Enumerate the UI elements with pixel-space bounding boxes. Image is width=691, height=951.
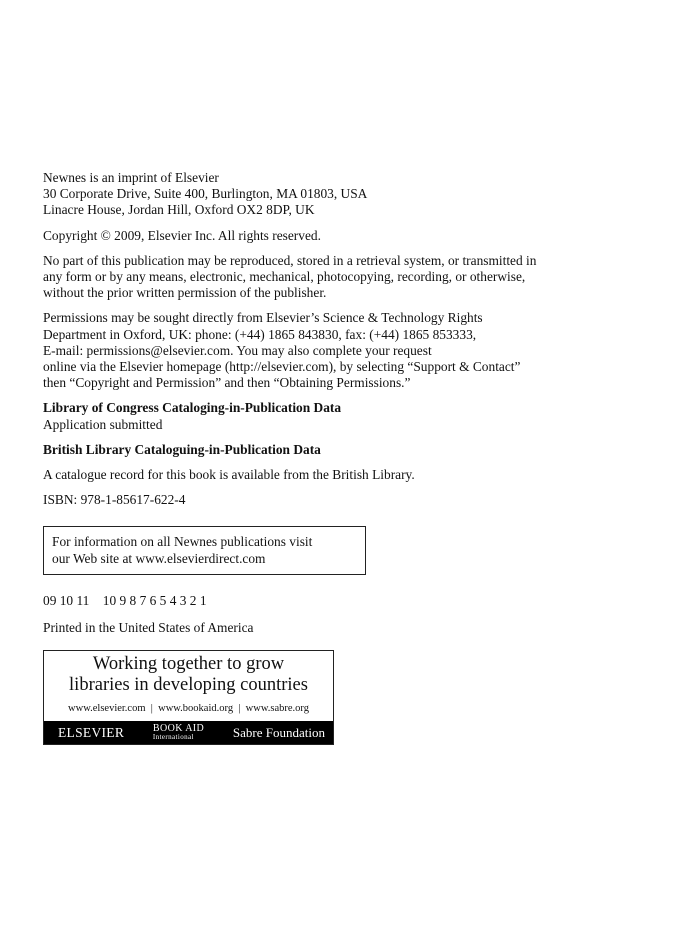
banner-top	[44, 651, 333, 721]
banner-headline-2: libraries in developing countries	[69, 675, 308, 696]
printed-in-line: Printed in the United States of America	[43, 620, 254, 636]
imprint-line-2: 30 Corporate Drive, Suite 400, Burlington, MA 01803, USA	[43, 186, 368, 202]
copyright-page	[43, 170, 643, 745]
banner-headline-1: Working together to grow	[92, 654, 285, 675]
permissions-line-3: E-mail: permissions@elsevier.com. You may also complete your request	[43, 342, 432, 358]
bookaid-logo-main: BOOK AID	[152, 722, 205, 734]
bl-cip-block	[43, 442, 643, 483]
partners-banner	[43, 650, 334, 745]
sabre-logo: Sabre Foundation	[232, 724, 325, 740]
banner-links: www.elsevier.com | www.bookaid.org | www.sabre.org	[68, 703, 309, 715]
bl-cip-text: A catalogue record for this book is available from the British Library.	[43, 467, 415, 483]
rights-line-2: any form or by any means, electronic, mechanical, photocopying, recording, or otherwise,	[43, 269, 526, 285]
info-box	[43, 526, 366, 574]
copyright-block	[43, 228, 643, 244]
rights-line-1: No part of this publication may be reproduced, stored in a retrieval system, or transmitted in	[43, 252, 537, 268]
permissions-line-4: online via the Elsevier homepage (http://elsevier.com), by selecting “Support & Contact”	[43, 359, 521, 375]
elsevier-logo: ELSEVIER	[58, 724, 125, 740]
bl-cip-heading: British Library Cataloguing-in-Publication Data	[43, 441, 321, 457]
info-box-line-1: For information on all Newnes publications visit	[52, 534, 313, 550]
print-line-block	[43, 593, 643, 609]
imprint-line-1: Newnes is an imprint of Elsevier	[43, 170, 219, 185]
isbn-line: ISBN: 978-1-85617-622-4	[43, 492, 186, 508]
printed-in-block	[43, 620, 643, 636]
permissions-line-5: then “Copyright and Permission” and then “Obtaining Permissions.”	[43, 375, 411, 391]
rights-line-3: without the prior written permission of the publisher.	[43, 285, 327, 301]
loc-cip-block	[43, 400, 643, 432]
loc-cip-heading: Library of Congress Cataloging-in-Publication Data	[43, 400, 342, 416]
permissions-line-2: Department in Oxford, UK: phone: (+44) 1865 843830, fax: (+44) 1865 853333,	[43, 326, 477, 342]
banner-logos	[44, 721, 333, 744]
bookaid-logo-sub: International	[152, 732, 194, 741]
imprint-line-3: Linacre House, Jordan Hill, Oxford OX2 8DP, UK	[43, 202, 315, 218]
copyright-line: Copyright © 2009, Elsevier Inc. All rights reserved.	[43, 227, 321, 243]
info-box-line-2: our Web site at www.elsevierdirect.com	[52, 550, 266, 566]
print-number-line: 09 10 11 10 9 8 7 6 5 4 3 2 1	[43, 592, 207, 608]
permissions-block	[43, 310, 643, 391]
permissions-line-1: Permissions may be sought directly from Elsevier’s Science & Technology Rights	[43, 310, 483, 326]
loc-cip-text: Application submitted	[43, 416, 163, 432]
imprint-block	[43, 170, 643, 219]
rights-notice-block	[43, 253, 643, 302]
bookaid-logo	[153, 724, 204, 742]
isbn-block	[43, 492, 643, 508]
